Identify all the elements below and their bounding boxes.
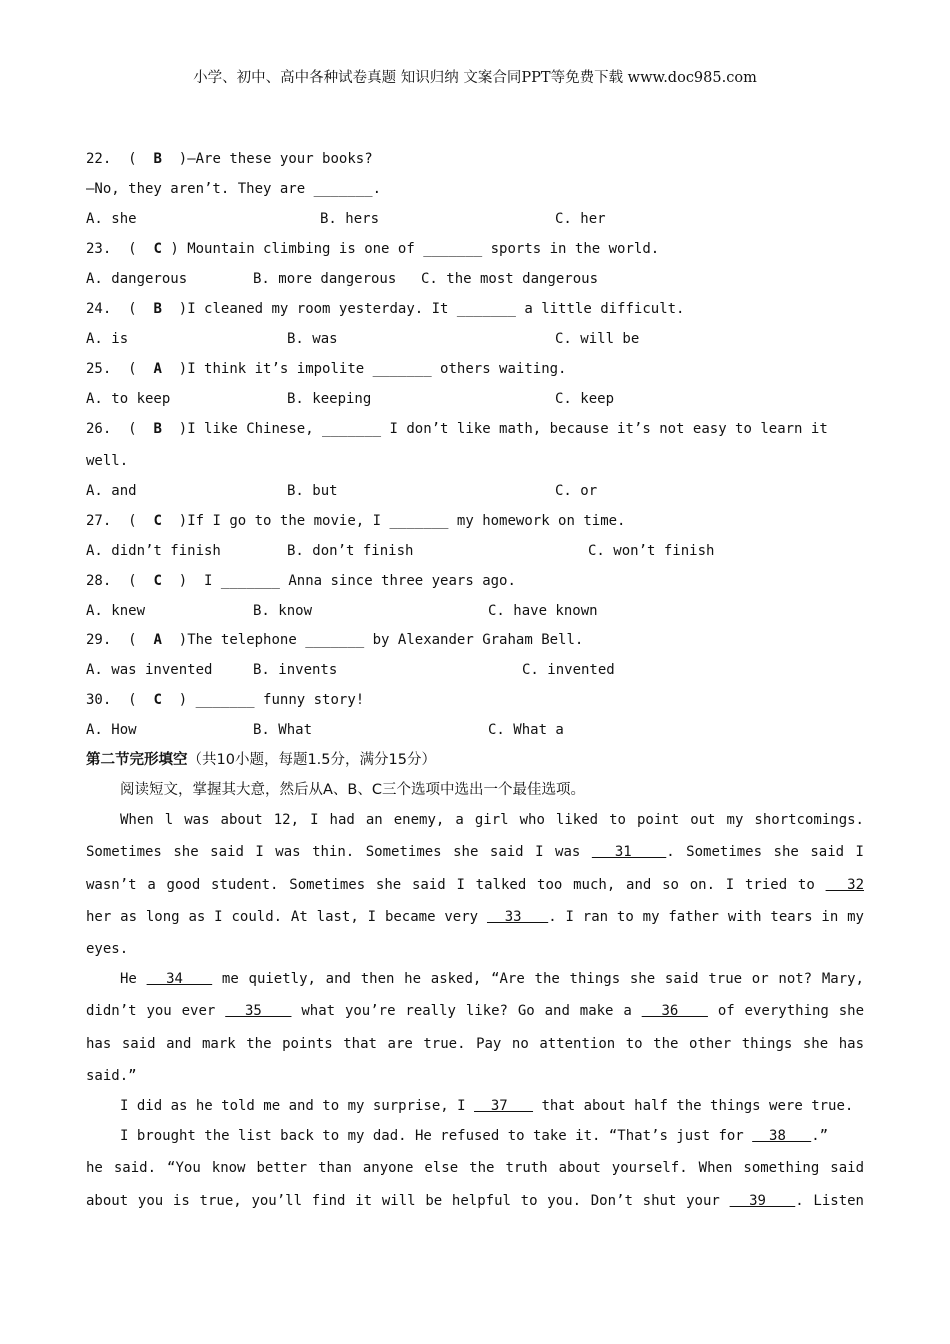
blank-37: 37	[474, 1098, 534, 1114]
passage-line-7: didn’t you ever 35 what you’re really like? Go and make a 36 of everything she	[86, 1003, 865, 1019]
passage-line-12: he said. “You know better than anyone else the truth about yourself. When something said	[86, 1160, 864, 1176]
option-27b: B. don’t finish	[287, 543, 414, 559]
blank-32: 32	[825, 877, 864, 893]
option-23c: C. the most dangerous	[421, 271, 599, 287]
option-25a: A. to keep	[86, 391, 171, 407]
option-25c: C. keep	[555, 391, 615, 407]
answer-26: B	[153, 421, 162, 437]
option-24c: C. will be	[555, 331, 640, 347]
passage-line-4: her as long as I could. At last, I became very 33 . I ran to my father with tears in my	[86, 909, 864, 925]
question-24: 24. ( B )I cleaned my room yesterday. It _______ a little difficult.	[86, 301, 685, 317]
option-27c: C. won’t finish	[588, 543, 715, 559]
blank-38: 38	[752, 1128, 812, 1144]
option-26b: B. but	[287, 483, 338, 499]
option-27a: A. didn’t finish	[86, 543, 221, 559]
option-24b: B. was	[287, 331, 338, 347]
question-26-line2: well.	[86, 453, 129, 469]
question-23: 23. ( C ) Mountain climbing is one of _______ sports in the world.	[86, 241, 660, 257]
blank-39: 39	[729, 1193, 796, 1209]
question-22-line2: —No, they aren’t. They are _______.	[86, 181, 382, 197]
option-29b: B. invents	[253, 662, 338, 678]
option-22c: C. her	[555, 211, 606, 227]
option-26a: A. and	[86, 483, 137, 499]
answer-22: B	[153, 151, 162, 167]
option-30b: B. What	[253, 722, 313, 738]
section-heading: 第二节完形填空（共10小题，每题1.5分，满分15分）	[86, 752, 436, 768]
option-30c: C. What a	[488, 722, 564, 738]
passage-line-2: Sometimes she said I was thin. Sometimes she said I was 31 . Sometimes she said I	[86, 844, 864, 860]
blank-31: 31	[591, 844, 667, 860]
option-23a: A. dangerous	[86, 271, 188, 287]
answer-30: C	[153, 692, 162, 708]
section-instruction: 阅读短文，掌握其大意，然后从A、B、C三个选项中选出一个最佳选项。	[120, 782, 585, 798]
passage-line-5: eyes.	[86, 941, 129, 957]
option-30a: A. How	[86, 722, 137, 738]
answer-29: A	[153, 632, 162, 648]
question-25: 25. ( A )I think it’s impolite _______ others waiting.	[86, 361, 567, 377]
answer-23: C	[153, 241, 162, 257]
blank-36: 36	[641, 1003, 708, 1019]
option-22a: A. she	[86, 211, 137, 227]
answer-27: C	[153, 513, 162, 529]
question-28: 28. ( C ) I _______ Anna since three years ago.	[86, 573, 516, 589]
passage-line-11: I brought the list back to my dad. He refused to take it. “That’s just for 38 .”	[120, 1128, 829, 1144]
question-22: 22. ( B )—Are these your books?	[86, 151, 373, 167]
passage-line-8: has said and mark the points that are true. Pay no attention to the other things she has	[86, 1036, 864, 1052]
option-25b: B. keeping	[287, 391, 372, 407]
question-26: 26. ( B )I like Chinese, _______ I don’t like math, because it’s not easy to learn it	[86, 421, 828, 437]
blank-33: 33	[486, 909, 549, 925]
page-header: 小学、初中、高中各种试卷真题 知识归纳 文案合同PPT等免费下载 www.doc985.com	[193, 70, 757, 86]
question-27: 27. ( C )If I go to the movie, I _______ my homework on time.	[86, 513, 626, 529]
option-24a: A. is	[86, 331, 129, 347]
blank-34: 34	[146, 971, 213, 987]
answer-25: A	[153, 361, 162, 377]
passage-line-13: about you is true, you’ll find it will be helpful to you. Don’t shut your 39 . Listen	[86, 1193, 864, 1209]
option-28b: B. know	[253, 603, 313, 619]
question-30: 30. ( C ) _______ funny story!	[86, 692, 365, 708]
passage-line-1: When l was about 12, I had an enemy, a girl who liked to point out my shortcomings.	[120, 812, 864, 828]
option-28a: A. knew	[86, 603, 146, 619]
passage-line-3: wasn’t a good student. Sometimes she said I talked too much, and so on. I tried to 32	[86, 877, 864, 893]
option-29c: C. invented	[522, 662, 615, 678]
answer-28: C	[153, 573, 162, 589]
option-29a: A. was invented	[86, 662, 213, 678]
answer-24: B	[153, 301, 162, 317]
question-29: 29. ( A )The telephone _______ by Alexander Graham Bell.	[86, 632, 584, 648]
blank-35: 35	[225, 1003, 292, 1019]
option-28c: C. have known	[488, 603, 598, 619]
option-23b: B. more dangerous	[253, 271, 397, 287]
option-22b: B. hers	[320, 211, 380, 227]
passage-line-9: said.”	[86, 1068, 137, 1084]
passage-line-10: I did as he told me and to my surprise, I 37 that about half the things were true.	[120, 1098, 854, 1114]
passage-line-6: He 34 me quietly, and then he asked, “Are the things she said true or not? Mary,	[120, 971, 864, 987]
option-26c: C. or	[555, 483, 598, 499]
